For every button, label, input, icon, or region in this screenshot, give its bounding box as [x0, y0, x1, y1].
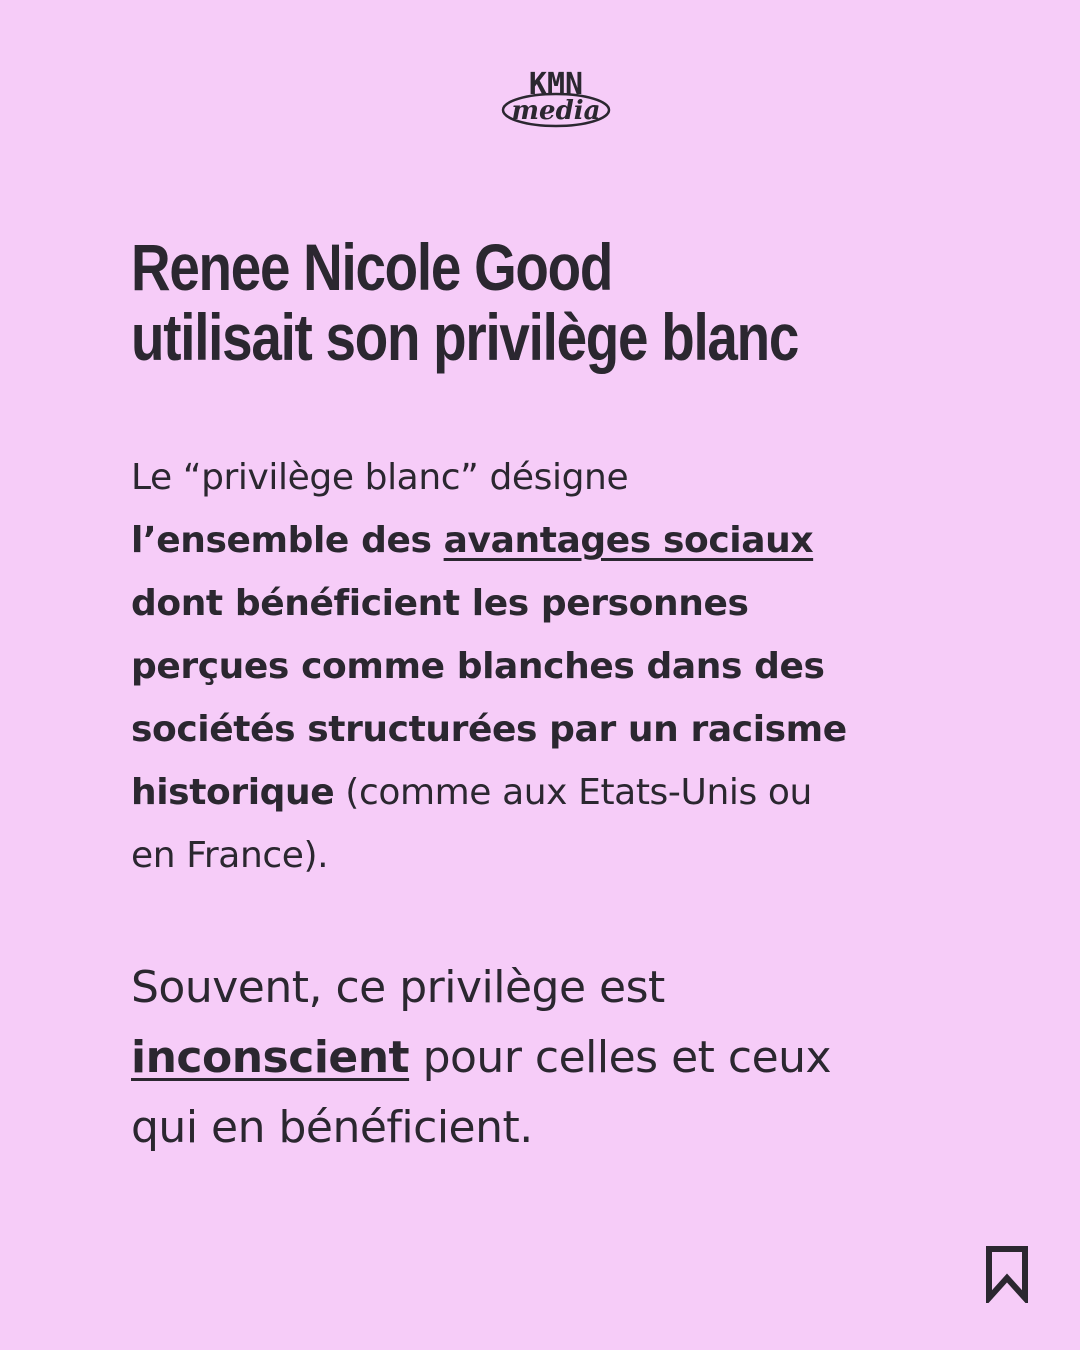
headline	[131, 232, 861, 372]
p1-line-5: sociétés structurées par un racisme	[131, 709, 847, 750]
p1-line-4: perçues comme blanches dans des	[131, 646, 825, 687]
unconscious-paragraph	[131, 953, 951, 1163]
p1-line-6	[131, 761, 951, 824]
bookmark-icon[interactable]	[984, 1245, 1030, 1303]
headline-line-2: utilisait son privilège blanc	[131, 300, 799, 374]
logo-top-text: KMN	[528, 67, 584, 102]
p2-line-2-regular: pour celles et ceux	[409, 1032, 832, 1083]
p1-line-6-regular: (comme aux Etats-Unis ou	[334, 772, 812, 813]
logo-bottom-text: media	[511, 96, 601, 126]
definition-paragraph	[131, 446, 951, 887]
p1-line-2	[131, 509, 951, 572]
headline-line-1: Renee Nicole Good	[131, 230, 613, 304]
p2-line-1: Souvent, ce privilège est	[131, 962, 665, 1013]
p1-underlined-term: avantages sociaux	[443, 520, 814, 561]
p2-line-3: qui en bénéficient.	[131, 1102, 533, 1153]
p1-line-1-text: Le “privilège blanc” désigne	[131, 457, 629, 498]
p1-line-1	[131, 446, 951, 509]
p1-line-7: en France).	[131, 835, 329, 876]
p2-line-2	[131, 1023, 951, 1093]
kmn-media-logo	[500, 64, 612, 132]
p2-underlined-term: inconscient	[131, 1032, 410, 1083]
p1-line-2-bold: l’ensemble des	[131, 520, 444, 561]
p1-line-6-bold: historique	[131, 772, 335, 813]
p1-line-3: dont bénéficient les personnes	[131, 583, 749, 624]
